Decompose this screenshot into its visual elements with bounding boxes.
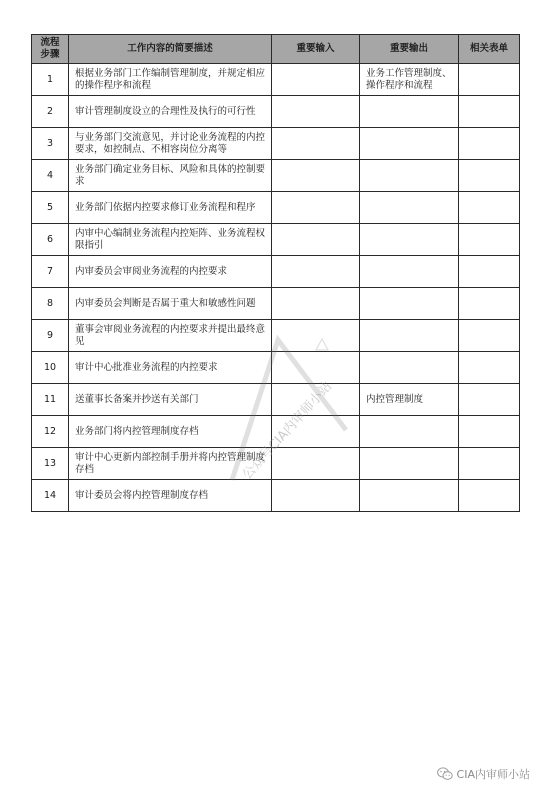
cell-output <box>360 192 459 224</box>
cell-output <box>360 448 459 480</box>
cell-input <box>272 384 360 416</box>
cell-forms <box>459 416 520 448</box>
cell-forms <box>459 480 520 512</box>
cell-description: 董事会审阅业务流程的内控要求并提出最终意见 <box>69 320 272 352</box>
cell-step: 13 <box>32 448 69 480</box>
cell-input <box>272 416 360 448</box>
table-row <box>32 128 520 160</box>
cell-description: 审计中心批准业务流程的内控要求 <box>69 352 272 384</box>
table-row <box>32 320 520 352</box>
cell-description: 内审委员会审阅业务流程的内控要求 <box>69 256 272 288</box>
cell-step: 4 <box>32 160 69 192</box>
cell-output <box>360 256 459 288</box>
cell-description: 审计中心更新内部控制手册并将内控管理制度存档 <box>69 448 272 480</box>
cell-step: 2 <box>32 96 69 128</box>
table-row <box>32 256 520 288</box>
cell-description: 根据业务部门工作编制管理制度，并规定相应的操作程序和流程 <box>69 64 272 96</box>
cell-forms <box>459 128 520 160</box>
cell-forms <box>459 160 520 192</box>
cell-output <box>360 352 459 384</box>
cell-forms <box>459 288 520 320</box>
cell-input <box>272 192 360 224</box>
table-row <box>32 64 520 96</box>
cell-forms <box>459 192 520 224</box>
cell-input <box>272 288 360 320</box>
cell-output <box>360 416 459 448</box>
cell-input <box>272 224 360 256</box>
cell-description: 内审委员会判断是否属于重大和敏感性问题 <box>69 288 272 320</box>
cell-step: 1 <box>32 64 69 96</box>
table-row <box>32 384 520 416</box>
cell-step: 11 <box>32 384 69 416</box>
cell-output: 业务工作管理制度、操作程序和流程 <box>360 64 459 96</box>
cell-output <box>360 288 459 320</box>
table-row <box>32 416 520 448</box>
cell-forms <box>459 96 520 128</box>
header-forms: 相关表单 <box>459 35 520 64</box>
cell-description: 内审中心编制业务流程内控矩阵、业务流程权限指引 <box>69 224 272 256</box>
cell-forms <box>459 448 520 480</box>
cell-step: 5 <box>32 192 69 224</box>
cell-forms <box>459 256 520 288</box>
cell-step: 7 <box>32 256 69 288</box>
cell-step: 8 <box>32 288 69 320</box>
cell-forms <box>459 384 520 416</box>
watermark-text: 公众号CIA内审师小站 <box>239 379 336 483</box>
cell-forms <box>459 352 520 384</box>
header-step <box>32 35 69 64</box>
table-row <box>32 160 520 192</box>
table-row <box>32 480 520 512</box>
cell-input <box>272 96 360 128</box>
header-description: 工作内容的简要描述 <box>69 35 272 64</box>
table-body <box>32 64 520 512</box>
cell-step: 10 <box>32 352 69 384</box>
cell-input <box>272 128 360 160</box>
cell-output <box>360 96 459 128</box>
cell-step: 6 <box>32 224 69 256</box>
cell-description: 业务部门确定业务目标、风险和具体的控制要求 <box>69 160 272 192</box>
footer-watermark <box>437 766 530 782</box>
table-header-row <box>32 35 520 64</box>
cell-input <box>272 160 360 192</box>
cell-description: 审计委员会将内控管理制度存档 <box>69 480 272 512</box>
cell-output <box>360 128 459 160</box>
header-step-line1: 流程 <box>40 37 60 48</box>
header-output: 重要输出 <box>360 35 459 64</box>
cell-output <box>360 320 459 352</box>
cell-step: 9 <box>32 320 69 352</box>
cell-forms <box>459 64 520 96</box>
cell-step: 3 <box>32 128 69 160</box>
table-row <box>32 224 520 256</box>
cell-description: 业务部门依据内控要求修订业务流程和程序 <box>69 192 272 224</box>
table-row <box>32 352 520 384</box>
cell-forms <box>459 320 520 352</box>
cell-description: 业务部门将内控管理制度存档 <box>69 416 272 448</box>
cell-input <box>272 448 360 480</box>
cell-description: 与业务部门交流意见，并讨论业务流程的内控要求，如控制点、不相容岗位分离等 <box>69 128 272 160</box>
process-table <box>31 34 520 512</box>
cell-input <box>272 480 360 512</box>
cell-forms <box>459 224 520 256</box>
table-row <box>32 288 520 320</box>
cell-step: 12 <box>32 416 69 448</box>
header-step-line2: 步骤 <box>40 49 60 60</box>
footer-text: CIA内审师小站 <box>456 768 530 781</box>
table-row <box>32 192 520 224</box>
header-input: 重要输入 <box>272 35 360 64</box>
cell-description: 审计管理制度设立的合理性及执行的可行性 <box>69 96 272 128</box>
cell-output <box>360 160 459 192</box>
cell-output: 内控管理制度 <box>360 384 459 416</box>
cell-input <box>272 64 360 96</box>
table-row <box>32 96 520 128</box>
cell-input <box>272 352 360 384</box>
cell-description: 送董事长备案并抄送有关部门 <box>69 384 272 416</box>
cell-step: 14 <box>32 480 69 512</box>
cell-input <box>272 256 360 288</box>
wechat-icon <box>437 767 453 781</box>
cell-output <box>360 480 459 512</box>
cell-output <box>360 224 459 256</box>
cell-input <box>272 320 360 352</box>
table-row <box>32 448 520 480</box>
